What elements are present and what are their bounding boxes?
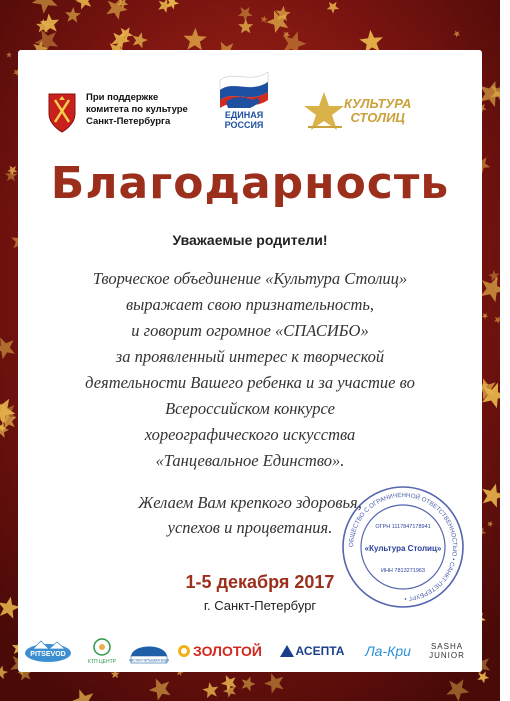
body-line: «Танцевальное Единство».	[155, 451, 345, 470]
body-line: деятельности Вашего ребенка и за участие во	[85, 373, 415, 392]
brand-logo-text	[344, 97, 411, 125]
sponsor-name: PITSEVOD	[30, 651, 66, 658]
stamp-center-text: «Культура Столиц»	[364, 544, 442, 553]
spb-coat-of-arms-icon	[46, 90, 78, 134]
brand-logo-line2: СТОЛИЦ	[350, 110, 405, 125]
wish-line: успехов и процветания.	[167, 518, 333, 537]
sponsor-logo-sasha	[422, 636, 472, 666]
committee-support-block	[46, 88, 216, 138]
stamp-ogrn: ОГРН 1117847178941	[375, 524, 431, 530]
sponsor-line: При поддержке	[86, 92, 159, 103]
sponsor-name: ЧИСТАЯ ПИТЬЕВАЯ ВОДА	[128, 658, 170, 663]
sun-icon	[178, 645, 190, 657]
sponsor-logo-ktp	[80, 636, 124, 666]
sponsor-logo-asepta	[270, 636, 354, 666]
sponsor-logos-row	[22, 636, 478, 666]
sponsor-name: АСЕПТА	[295, 644, 345, 658]
party-logo-line2: РОССИЯ	[224, 120, 264, 130]
sponsor-logo-water	[126, 636, 172, 666]
party-logo-line1: ЕДИНАЯ	[224, 110, 264, 120]
official-stamp	[340, 484, 466, 610]
party-logo-text	[214, 110, 274, 130]
committee-support-text	[86, 92, 188, 128]
sponsor-logo-ptitsevod	[22, 636, 74, 666]
wish-line: Желаем Вам крепкого здоровья,	[138, 493, 362, 512]
event-date: 1-5 декабря 2017	[185, 572, 335, 592]
body-text	[0, 266, 500, 474]
stamp-ring-text: ОБЩЕСТВО С ОГРАНИЧЕННОЙ ОТВЕТСТВЕННОСТЬЮ • САНКТ-ПЕТЕРБУРГ •	[347, 491, 459, 602]
body-line: и говорит огромное «СПАСИБО»	[131, 321, 369, 340]
body-line: Всероссийском конкурсе	[165, 399, 335, 418]
greeting: Уважаемые родители!	[172, 232, 328, 248]
event-city: г. Санкт-Петербург	[203, 598, 317, 613]
sponsor-line: Санкт-Петербурга	[86, 116, 171, 127]
sponsor-logo-zolotoy	[174, 636, 266, 666]
triangle-icon	[280, 645, 294, 657]
body-line: за проявленный интерес к творческой	[115, 347, 385, 366]
sponsor-name: Ла-Кри	[365, 643, 411, 659]
certificate-title: Благодарность	[50, 158, 450, 209]
sponsor-name: КТП ЦЕНТР	[88, 659, 116, 665]
stamp-inn: ИНН 7813271963	[380, 568, 426, 574]
sponsor-logo-la-kri	[358, 636, 418, 666]
body-line: хореографического искусства	[144, 425, 356, 444]
sponsor-name: ЗОЛОТОЙ	[193, 643, 262, 659]
body-line: выражает свою признательность,	[125, 295, 375, 314]
sponsor-name-2: JUNIOR	[429, 651, 465, 660]
sponsor-line: комитета по культуре	[86, 104, 188, 115]
sponsor-name: SASHA	[430, 642, 464, 651]
brand-logo-line1: КУЛЬТУРА	[344, 96, 412, 111]
body-line: Творческое объединение «Культура Столиц»	[92, 269, 408, 288]
